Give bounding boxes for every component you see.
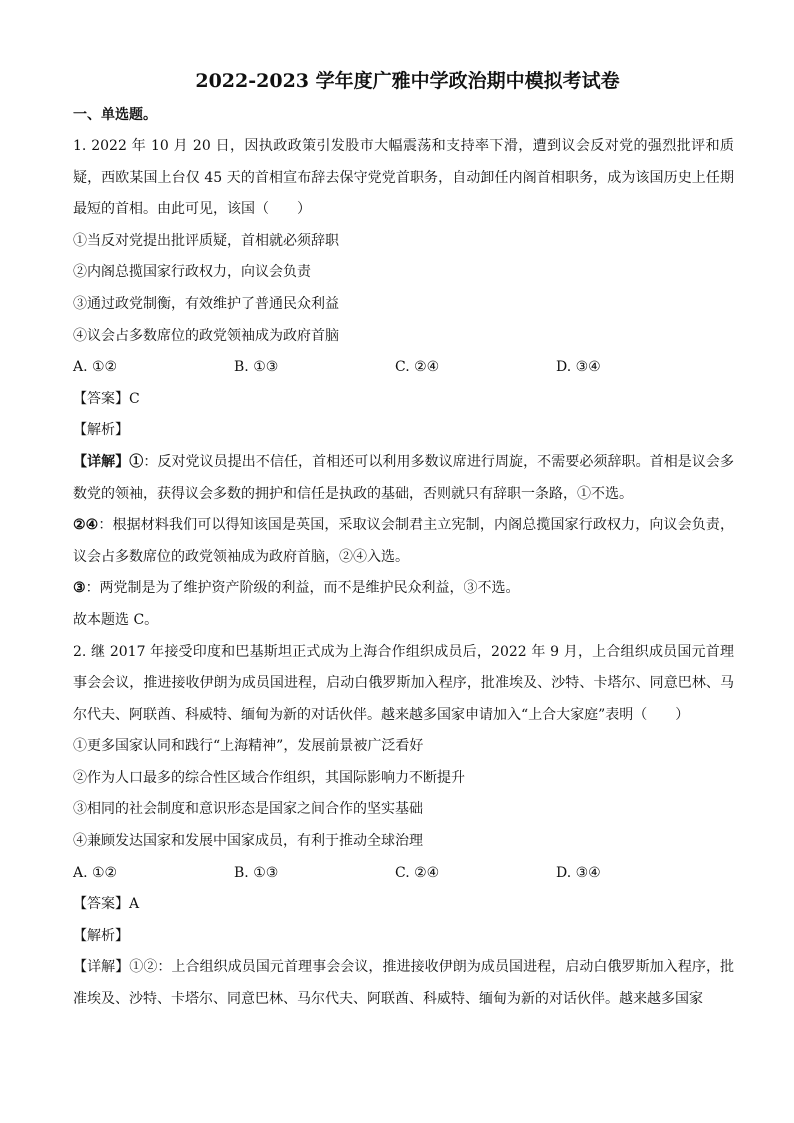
statement-3: ③通过政党制衡，有效维护了普通民众利益 bbox=[73, 295, 339, 312]
statement-4: ④议会占多数席位的政党领袖成为政府首脑 bbox=[73, 327, 339, 344]
section-title: 一、单选题。 bbox=[73, 107, 157, 123]
option-c: C. ②④ bbox=[395, 864, 440, 881]
detail-paragraph bbox=[73, 573, 734, 605]
answer-line bbox=[73, 889, 734, 921]
answer-value: A bbox=[129, 896, 140, 913]
detail-marker: ②④ bbox=[73, 517, 99, 534]
statement-4: ④兼顾发达国家和发展中国家成员，有利于推动全球治理 bbox=[73, 833, 423, 850]
detail-text: ：上合组织成员国元首理事会会议，推进接收伊朗为成员国进程，启动白俄罗斯加入程序，批准埃及、沙特、卡塔尔、同意巴林、马尔代夫、阿联酋、科威特、缅甸为新的对话伙伴。越来越多国家 bbox=[73, 959, 735, 1008]
option-b: B. ①③ bbox=[234, 359, 279, 376]
detail-text: ：反对党议员提出不信任，首相还可以利用多数议席进行周旋，不需要必须辞职。首相是议会多数党的领袖，获得议会多数的拥护和信任是执政的基础，否则就只有辞职一条路，①不选。 bbox=[73, 453, 734, 502]
detail-marker: ③ bbox=[73, 580, 86, 597]
page-title: 2022-2023 学年度广雅中学政治期中模拟考试卷 bbox=[195, 70, 620, 92]
answer-label: 【答案】 bbox=[73, 896, 129, 913]
detail-marker: 【详解】①② bbox=[73, 959, 158, 976]
answer-line bbox=[73, 384, 734, 416]
question-2 bbox=[73, 637, 734, 1016]
question-stem: 1. 2022 年 10 月 20 日，因执政政策引发股市大幅震荡和支持率下滑，遭到议会反对党的强烈批评和质疑，西欧某国上台仅 45 天的首相宣布辞去保守党党首职务，自动卸任内阁首相职务，成为该国历史上任期最短的首相。由此可见，该国（ ） bbox=[73, 138, 734, 218]
detail-text: ：两党制是为了维护资产阶级的利益，而不是维护民众利益，③不选。 bbox=[85, 580, 520, 597]
detail-paragraph bbox=[73, 952, 734, 1015]
answer-options bbox=[73, 352, 734, 384]
option-b: B. ①③ bbox=[234, 864, 279, 881]
statement-2: ②作为人口最多的综合性区域合作组织，其国际影响力不断提升 bbox=[73, 769, 465, 786]
analysis-label: 【解析】 bbox=[73, 927, 129, 944]
detail-marker: 【详解】① bbox=[73, 453, 144, 470]
answer-value: C bbox=[129, 390, 140, 407]
detail-text: ：根据材料我们可以得知该国是英国，采取议会制君主立宪制，内阁总揽国家行政权力，向议会负责，议会占多数席位的政党领袖成为政府首脑，②④入选。 bbox=[73, 517, 734, 565]
option-d: D. ③④ bbox=[556, 864, 601, 881]
option-d: D. ③④ bbox=[556, 359, 601, 376]
option-a: A. ①② bbox=[73, 359, 118, 376]
statement-1: ①当反对党提出批评质疑，首相就必须辞职 bbox=[73, 232, 339, 249]
question-stem: 2. 继 2017 年接受印度和巴基斯坦正式成为上海合作组织成员后，2022 年 9 月，上合组织成员国元首理事会会议，推进接收伊朗为成员国进程，启动白俄罗斯加入程序，批准埃及、沙特、卡塔尔、同意巴林、马尔代夫、阿联酋、科威特、缅甸为新的对话伙伴。越来越多国家申请加入“上合大家庭”表明（ ） bbox=[73, 643, 734, 723]
detail-paragraph bbox=[73, 510, 734, 573]
statement-3: ③相同的社会制度和意识形态是国家之间合作的坚实基础 bbox=[73, 801, 423, 818]
statement-2: ②内阁总揽国家行政权力，向议会负责 bbox=[73, 264, 311, 281]
answer-label: 【答案】 bbox=[73, 390, 129, 407]
answer-options bbox=[73, 858, 734, 890]
question-1 bbox=[73, 131, 734, 637]
analysis-label: 【解析】 bbox=[73, 422, 129, 439]
detail-paragraph bbox=[73, 447, 734, 510]
option-c: C. ②④ bbox=[395, 359, 440, 376]
statement-1: ①更多国家认同和践行“上海精神”，发展前景被广泛看好 bbox=[73, 738, 424, 755]
conclusion: 故本题选 C。 bbox=[73, 611, 159, 628]
option-a: A. ①② bbox=[73, 864, 118, 881]
